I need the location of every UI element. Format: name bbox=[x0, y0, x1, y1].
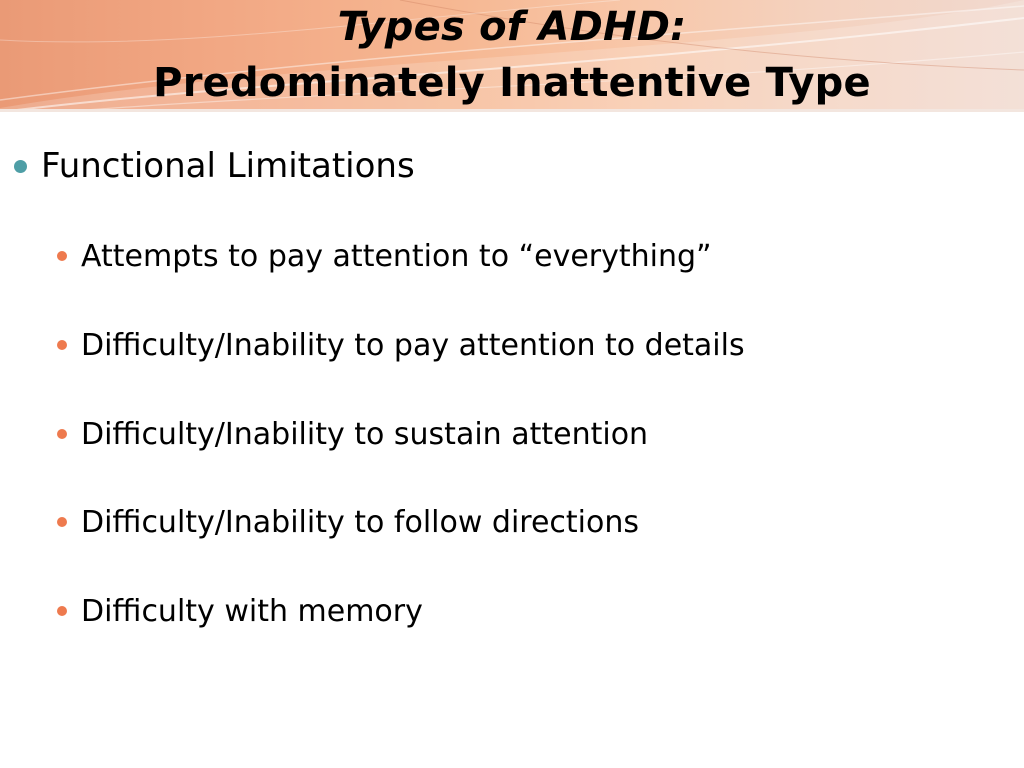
sub-bullet-dot-icon bbox=[57, 606, 67, 616]
sub-bullet-2 bbox=[57, 325, 745, 365]
sub-bullet-dot-icon bbox=[57, 429, 67, 439]
main-bullet-text: Functional Limitations bbox=[41, 146, 415, 186]
sub-bullet-dot-icon bbox=[57, 517, 67, 527]
sub-bullet-text: Difficulty/Inability to pay attention to details bbox=[81, 327, 745, 363]
sub-bullet-3 bbox=[57, 414, 648, 454]
sub-bullet-text: Attempts to pay attention to “everything” bbox=[81, 238, 712, 274]
sub-bullet-5 bbox=[57, 591, 423, 631]
sub-bullet-text: Difficulty with memory bbox=[81, 593, 423, 629]
sub-bullet-dot-icon bbox=[57, 251, 67, 261]
sub-bullet-dot-icon bbox=[57, 340, 67, 350]
header-rule bbox=[0, 109, 1024, 112]
main-bullet bbox=[14, 146, 415, 186]
sub-bullet-4 bbox=[57, 502, 639, 542]
slide-title-line1: Types of ADHD: bbox=[337, 4, 687, 50]
sub-bullet-1 bbox=[57, 236, 712, 276]
sub-bullet-text: Difficulty/Inability to follow directions bbox=[81, 504, 640, 540]
bullet-dot-icon bbox=[14, 160, 27, 173]
sub-bullet-text: Difficulty/Inability to sustain attention bbox=[81, 416, 649, 452]
slide-title-line2: Predominately Inattentive Type bbox=[153, 60, 871, 106]
